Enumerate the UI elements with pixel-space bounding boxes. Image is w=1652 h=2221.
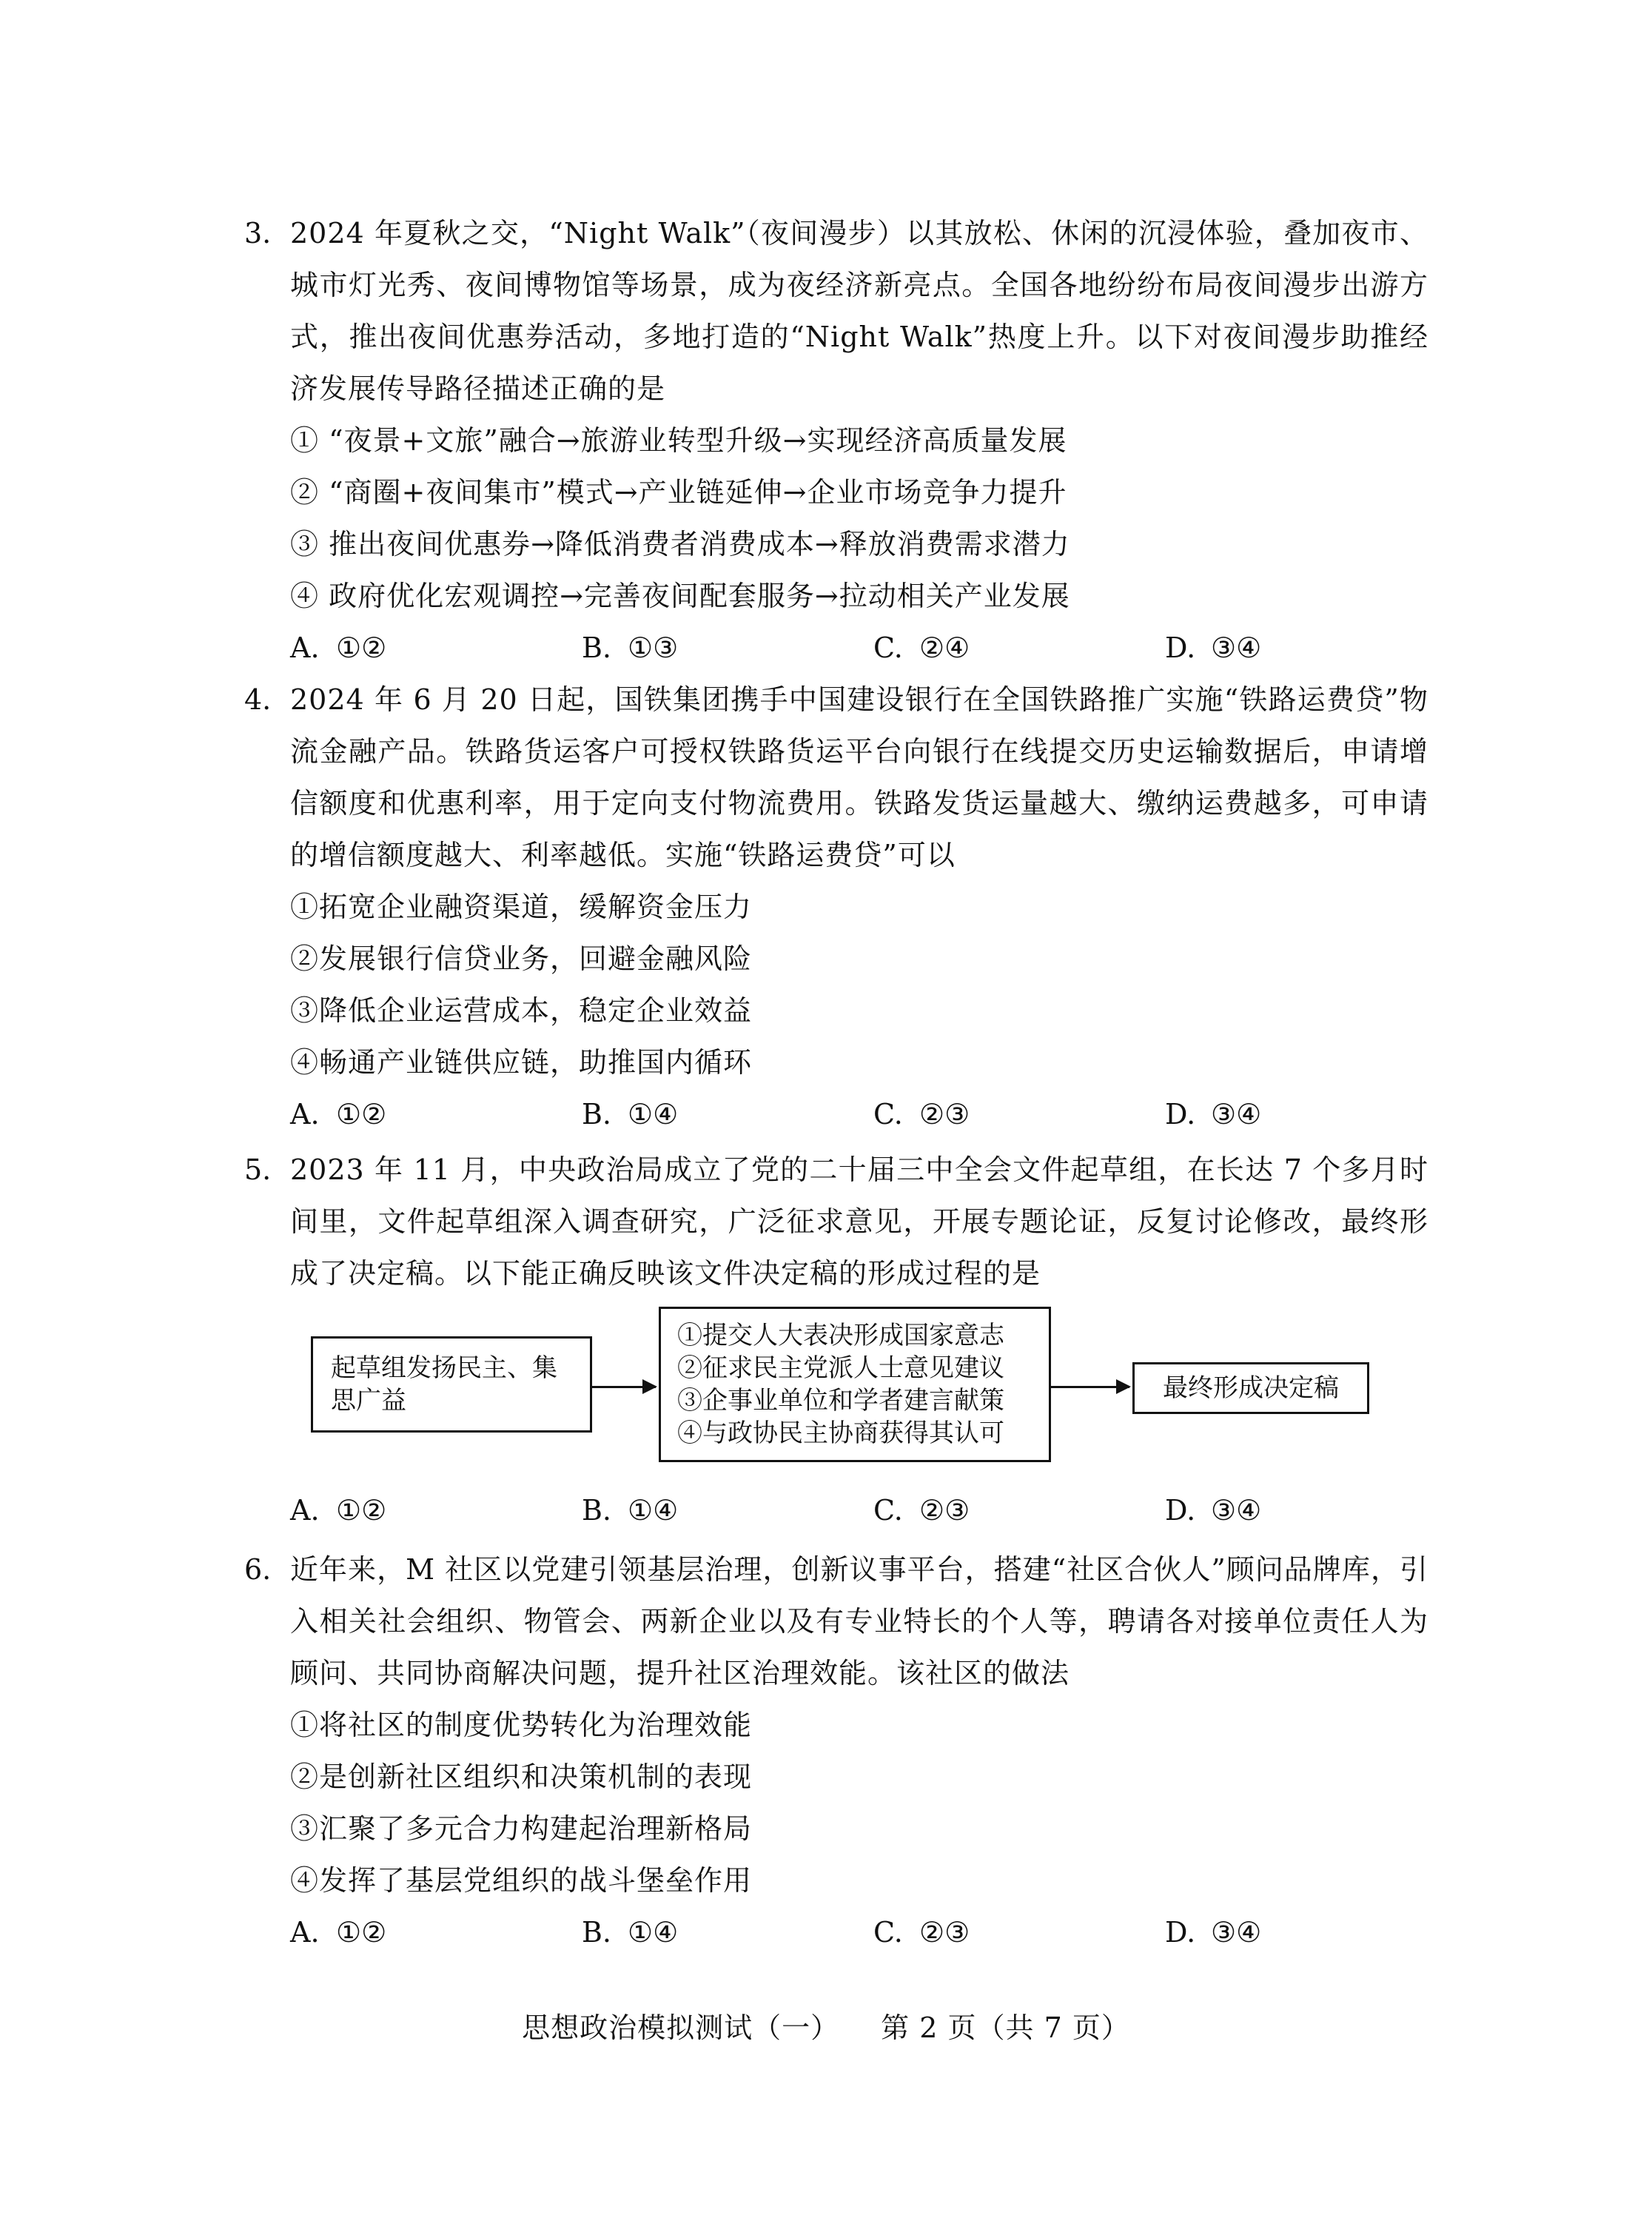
- answer-choice-b: B. ①④: [582, 1916, 679, 1949]
- question-stem: 2024 年夏秋之交，“Night Walk”（夜间漫步）以其放松、休闲的沉浸体验，叠加夜市、城市灯光秀、夜间博物馆等场景，成为夜经济新亮点。全国各地纷纷布局夜间漫步出游方式，推出夜间优惠券活动，多地打造的“Night Walk”热度上升。以下对夜间漫步助推经济发展传导路径描述正确的是: [290, 217, 1428, 405]
- answer-choice-a: A. ①②: [290, 632, 387, 664]
- answer-choice-a: A. ①②: [290, 1098, 387, 1130]
- statement-option: ② “商圈+夜间集市”模式→产业链延伸→企业市场竞争力提升: [290, 476, 1067, 509]
- arrow-right-icon: [1051, 1386, 1129, 1388]
- question-stem-block: [244, 674, 1428, 881]
- answer-choice-b: B. ①④: [582, 1098, 679, 1130]
- diagram-item: ④与政协民主协商获得其认可: [677, 1418, 1004, 1448]
- question-number: 4.: [244, 683, 272, 716]
- exam-name: 思想政治模拟测试（一）: [522, 2011, 840, 2044]
- answer-choice-a: A. ①②: [290, 1916, 387, 1949]
- answer-choices: [244, 1088, 1428, 1140]
- diagram-item: ①提交人大表决形成国家意志: [677, 1321, 1004, 1350]
- statement-option: ②是创新社区组织和决策机制的表现: [290, 1761, 753, 1793]
- arrow-right-icon: [592, 1386, 656, 1388]
- answer-choice-c: C. ②③: [873, 1098, 970, 1130]
- answer-choice-b: B. ①③: [582, 632, 679, 664]
- statement-option: ①将社区的制度优势转化为治理效能: [290, 1709, 753, 1741]
- diagram-middle-box: [659, 1307, 1051, 1462]
- question-stem-block: [244, 1144, 1428, 1299]
- question-number: 6.: [244, 1553, 272, 1586]
- process-diagram: [244, 1299, 1428, 1484]
- question-number: 5.: [244, 1153, 272, 1186]
- question-stem-block: [244, 1544, 1428, 1699]
- statement-option: ①拓宽企业融资渠道，缓解资金压力: [290, 891, 753, 923]
- statement-option: ④畅通产业链供应链，助推国内循环: [290, 1046, 753, 1079]
- diagram-item: ③企事业单位和学者建言献策: [677, 1386, 1004, 1416]
- answer-choices: [244, 1906, 1428, 1958]
- diagram-end-box: 最终形成决定稿: [1132, 1362, 1369, 1414]
- answer-choices: [244, 1484, 1428, 1536]
- question-stem: 2024 年 6 月 20 日起，国铁集团携手中国建设银行在全国铁路推广实施“铁路运费贷”物流金融产品。铁路货运客户可授权铁路货运平台向银行在线提交历史运输数据后，申请增信额度和优惠利率，用于定向支付物流费用。铁路发货运量越大、缴纳运费越多，可申请的增信额度越大、利率越低。实施“铁路运费贷”可以: [290, 683, 1428, 871]
- statement-option: ②发展银行信贷业务，回避金融风险: [290, 942, 753, 975]
- diagram-item: ②征求民主党派人士意见建议: [677, 1353, 1004, 1383]
- answer-choice-c: C. ②③: [873, 1494, 970, 1527]
- diagram-canvas: [244, 1299, 1428, 1470]
- answer-choice-a: A. ①②: [290, 1494, 387, 1527]
- answer-choice-d: D. ③④: [1165, 1098, 1262, 1130]
- statement-option: ① “夜景+文旅”融合→旅游业转型升级→实现经济高质量发展: [290, 424, 1067, 457]
- statement-option: ③ 推出夜间优惠券→降低消费者消费成本→释放消费需求潜力: [290, 528, 1070, 560]
- statement-option: ④ 政府优化宏观调控→完善夜间配套服务→拉动相关产业发展: [290, 580, 1070, 612]
- page-footer: [0, 2005, 1652, 2046]
- question-5: [244, 1144, 1428, 1536]
- answer-choice-b: B. ①④: [582, 1494, 679, 1527]
- answer-choice-d: D. ③④: [1165, 1494, 1262, 1527]
- statement-option: ④发挥了基层党组织的战斗堡垒作用: [290, 1864, 753, 1897]
- question-stem-block: [244, 207, 1428, 415]
- question-stem: 2023 年 11 月，中央政治局成立了党的二十届三中全会文件起草组，在长达 7 个多月时间里，文件起草组深入调查研究，广泛征求意见，开展专题论证，反复讨论修改，最终形成了决定稿。以下能正确反映该文件决定稿的形成过程的是: [290, 1153, 1428, 1290]
- question-6: [244, 1544, 1428, 1958]
- diagram-start-box: 起草组发扬民主、集思广益: [311, 1336, 592, 1433]
- question-4: [244, 674, 1428, 1140]
- answer-choice-c: C. ②④: [873, 632, 970, 664]
- page-number: 第 2 页（共 7 页）: [881, 2011, 1130, 2044]
- question-3: [244, 207, 1428, 674]
- statement-option: ③汇聚了多元合力构建起治理新格局: [290, 1812, 753, 1845]
- answer-choice-d: D. ③④: [1165, 1916, 1262, 1949]
- answer-choice-c: C. ②③: [873, 1916, 970, 1949]
- answer-choice-d: D. ③④: [1165, 632, 1262, 664]
- question-number: 3.: [244, 217, 272, 249]
- question-stem: 近年来，M 社区以党建引领基层治理，创新议事平台，搭建“社区合伙人”顾问品牌库，引入相关社会组织、物管会、两新企业以及有专业特长的个人等，聘请各对接单位责任人为顾问、共同协商解决问题，提升社区治理效能。该社区的做法: [290, 1553, 1428, 1689]
- statement-option: ③降低企业运营成本，稳定企业效益: [290, 994, 753, 1027]
- answer-choices: [244, 622, 1428, 674]
